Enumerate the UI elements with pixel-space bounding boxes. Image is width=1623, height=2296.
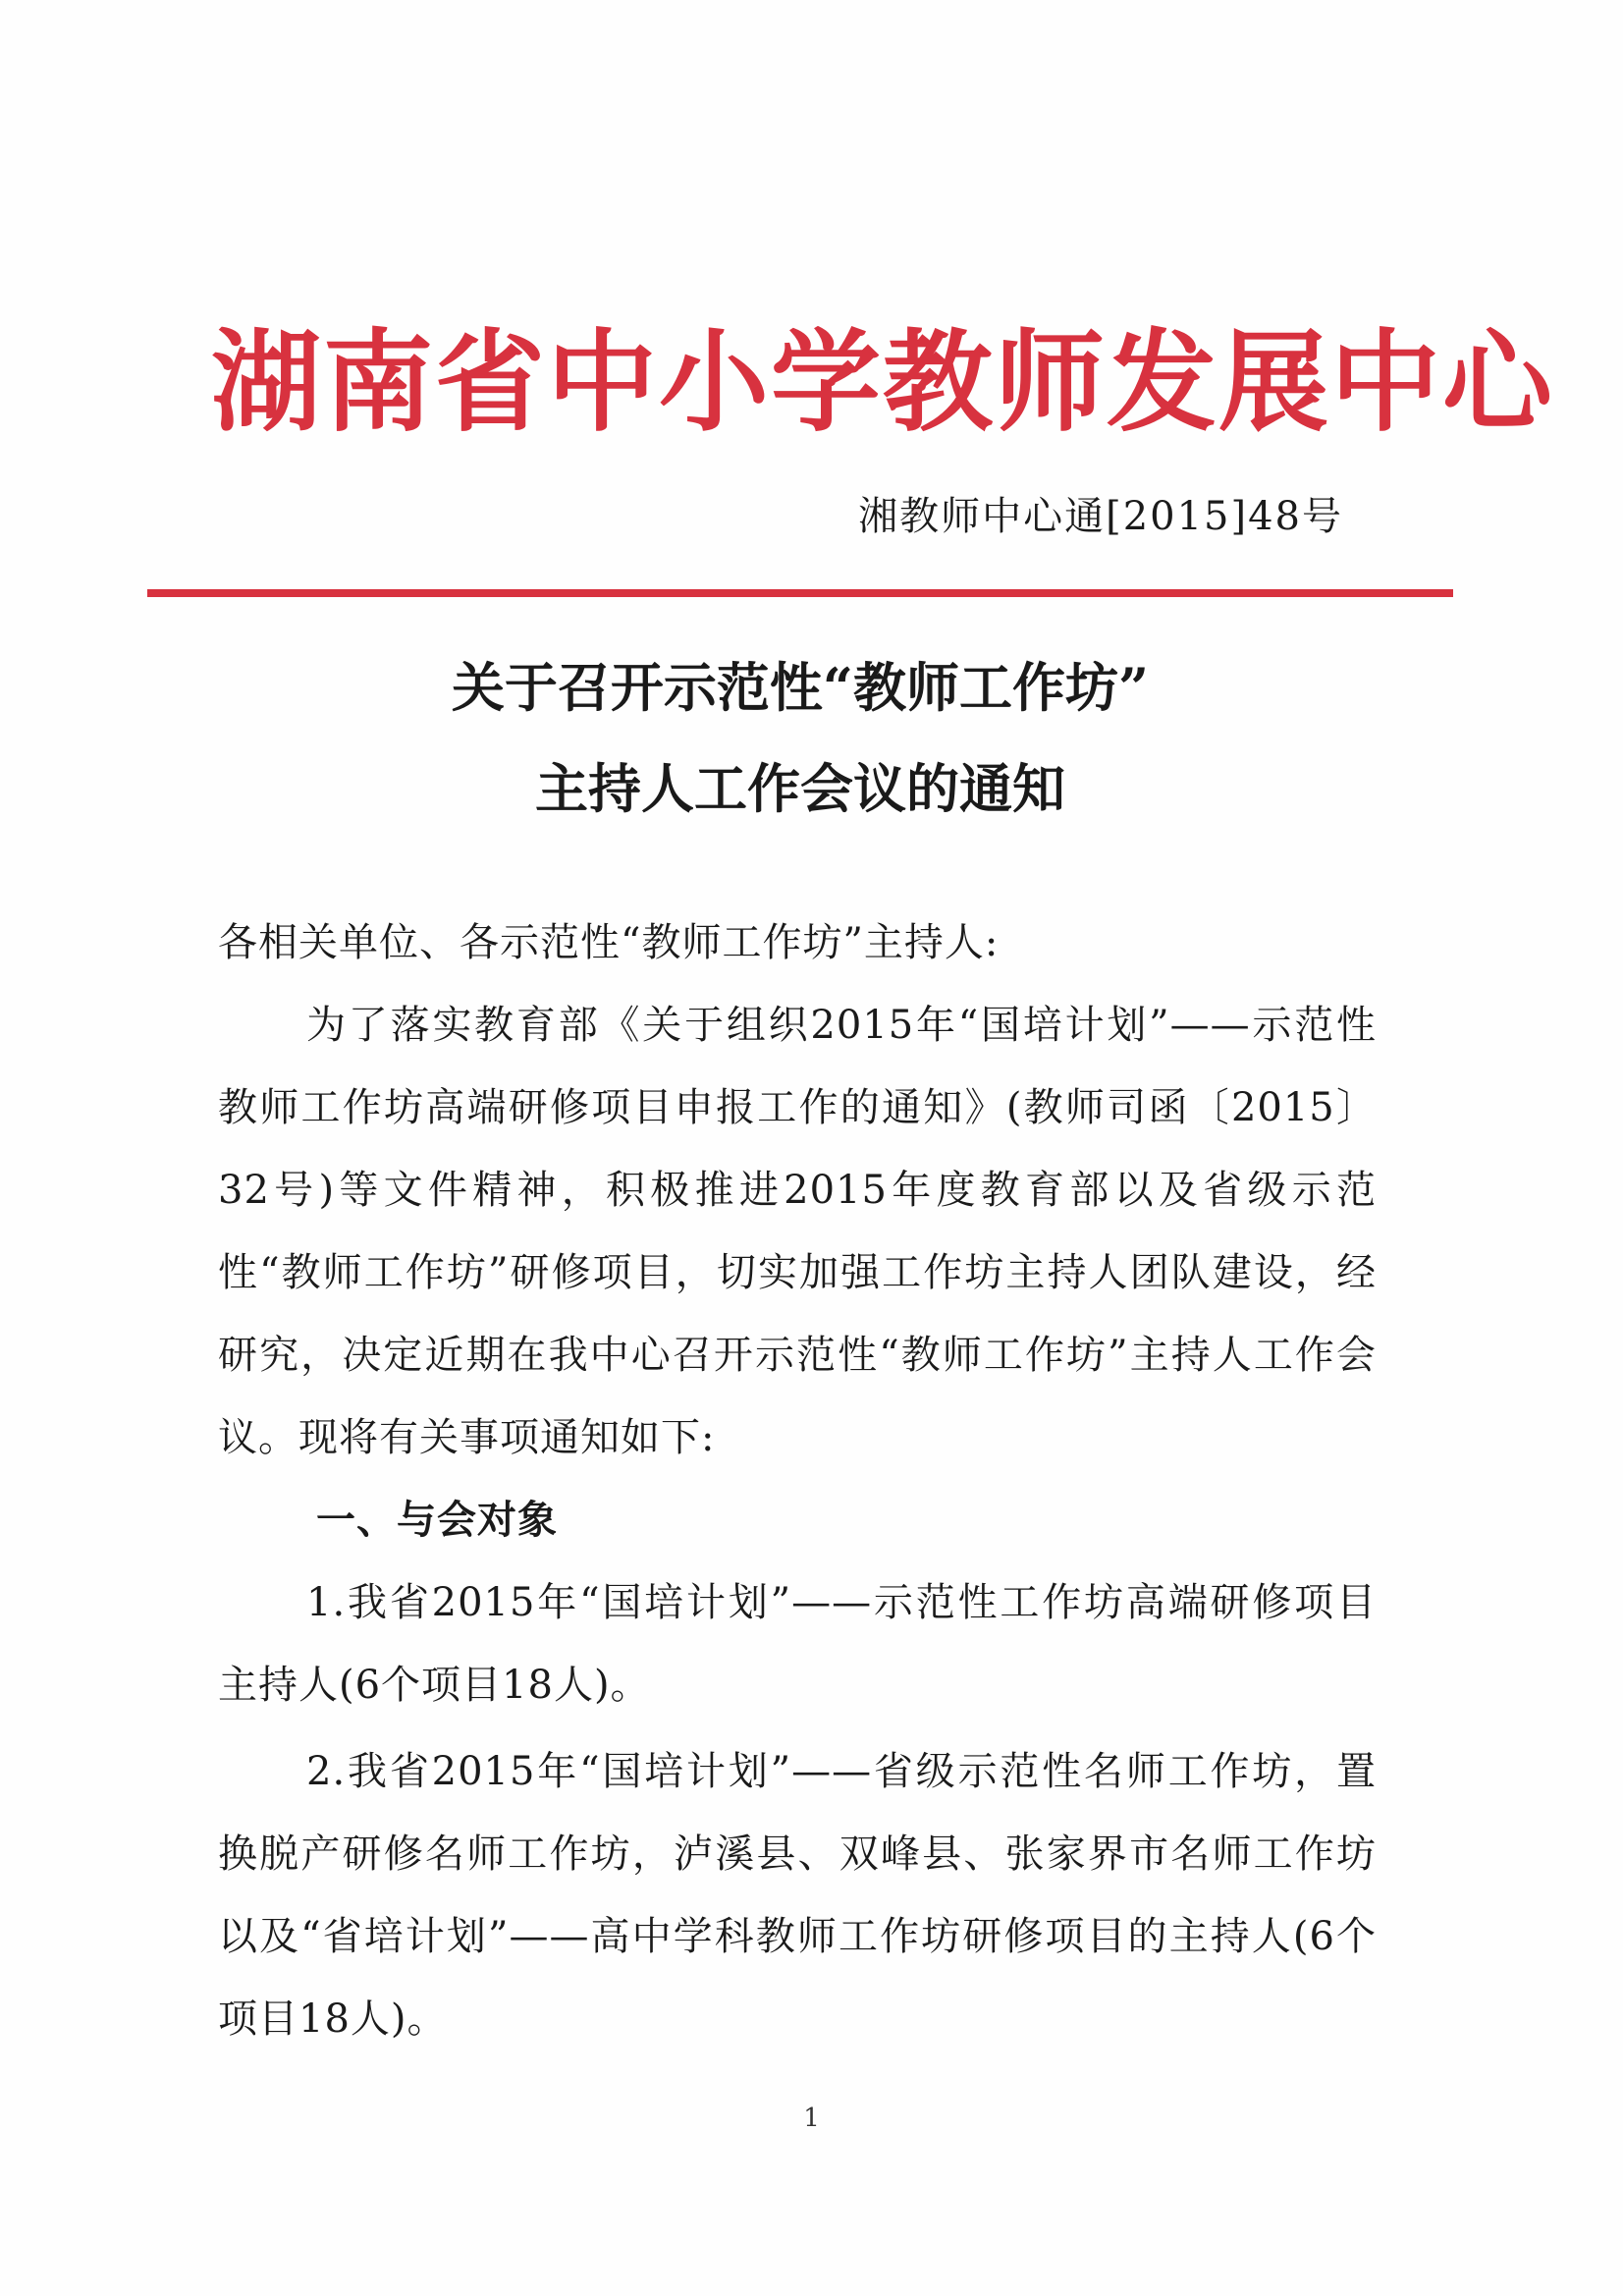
section-heading-attendees: 一、与会对象 [316,1498,558,1543]
attendee-item-1: 1.我省2015年“国培计划”——示范性工作坊高端研修项目主持人(6个项目18人)。 [218,1580,1377,1708]
issuing-organization: 湖南省中小学教师发展中心 [211,318,1554,447]
document-title-line-2: 主持人工作会议的通知 [535,757,1065,820]
page-number: 1 [803,2104,820,2133]
intro-paragraph: 为了落实教育部《关于组织2015年“国培计划”——示范性教师工作坊高端研修项目申报工作的通知》(教师司函〔2015〕32号)等文件精神，积极推进2015年度教育部以及省级示范性“教师工作坊”研修项目，切实加强工作坊主持人团队建设，经研究，决定近期在我中心召开示范性“教师工作坊”主持人工作会议。现将有关事项通知如下: [218,1003,1377,1460]
salutation: 各相关单位、各示范性“教师工作坊”主持人: [218,920,1000,965]
document-number: 湘教师中心通[2015]48号 [858,494,1343,539]
document-title-line-1: 关于召开示范性“教师工作坊” [451,656,1150,719]
document-body [218,902,1377,2060]
red-header-rule [147,589,1453,597]
attendee-item-2: 2.我省2015年“国培计划”——省级示范性名师工作坊，置换脱产研修名师工作坊，泸溪县、双峰县、张家界市名师工作坊以及“省培计划”——高中学科教师工作坊研修项目的主持人(6个项目18人)。 [218,1749,1377,2042]
